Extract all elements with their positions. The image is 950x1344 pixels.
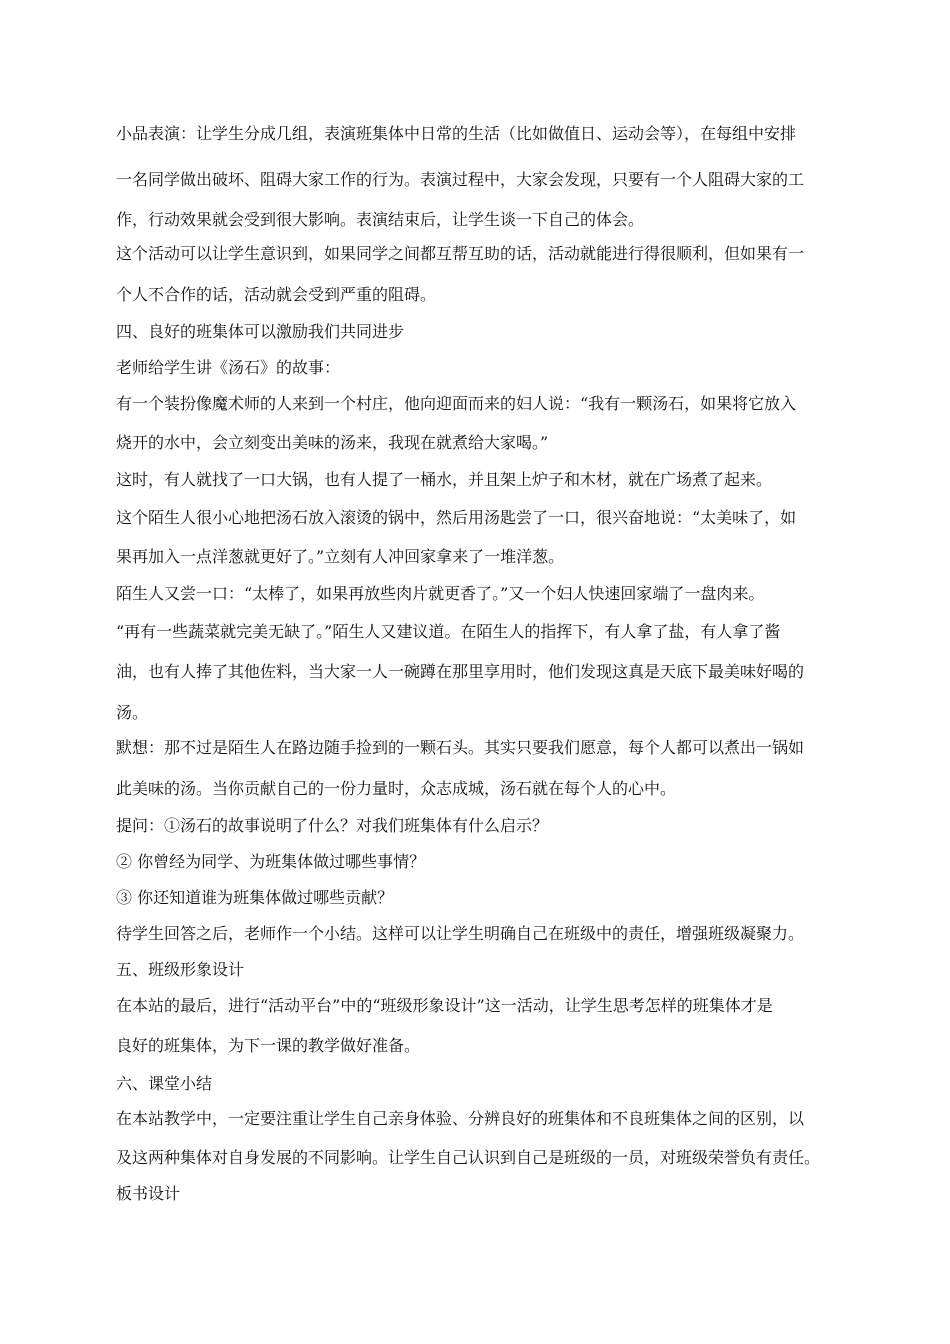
- section-heading: 板书设计: [116, 1184, 181, 1203]
- paragraph-line: ② 你曾经为同学、为班集体做过哪些事情？: [116, 852, 426, 871]
- paragraph-line: 一名同学做出破坏、阻碍大家工作的行为。表演过程中，大家会发现，只要有一个人阻碍大家的工: [116, 170, 805, 189]
- paragraph-line: 作，行动效果就会受到很大影响。表演结束后，让学生谈一下自己的体会。: [116, 210, 645, 229]
- section-heading: 四、良好的班集体可以激励我们共同进步: [116, 322, 405, 341]
- paragraph-line: 待学生回答之后，老师作一个小结。这样可以让学生明确自己在班级中的责任，增强班级凝聚力。: [116, 924, 805, 943]
- paragraph-line: 提问：①汤石的故事说明了什么？对我们班集体有什么启示？: [116, 816, 549, 835]
- paragraph-line: 这个陌生人很小心地把汤石放入滚烫的锅中，然后用汤匙尝了一口，很兴奋地说：“太美味了，如: [116, 508, 797, 527]
- paragraph-line: 这时，有人就找了一口大锅，也有人提了一桶水，并且架上炉子和木材，就在广场煮了起来。: [116, 470, 773, 489]
- section-heading: 五、班级形象设计: [116, 960, 245, 979]
- paragraph-line: 及这两种集体对自身发展的不同影响。让学生自己认识到自己是班级的一员，对班级荣誉负有责任。: [116, 1148, 821, 1167]
- paragraph-line: “再有一些蔬菜就完美无缺了。”陌生人又建议道。在陌生人的指挥下，有人拿了盐，有人拿了酱: [116, 622, 781, 641]
- paragraph-line: 在本站教学中，一定要注重让学生自己亲身体验、分辨良好的班集体和不良班集体之间的区别，以: [116, 1109, 805, 1128]
- paragraph-line: 默想：那不过是陌生人在路边随手捡到的一颗石头。其实只要我们愿意，每个人都可以煮出一锅如: [116, 738, 805, 757]
- paragraph-line: 汤。: [116, 703, 149, 722]
- paragraph-line: 有一个装扮像魔术师的人来到一个村庄，他向迎面而来的妇人说：“我有一颗汤石，如果将它放入: [116, 394, 797, 413]
- paragraph-line: 在本站的最后，进行“活动平台”中的“班级形象设计”这一活动，让学生思考怎样的班集体才是: [116, 996, 773, 1015]
- paragraph-line: 良好的班集体，为下一课的教学做好准备。: [116, 1036, 421, 1055]
- paragraph-line: 个人不合作的话，活动就会受到严重的阻碍。: [116, 285, 437, 304]
- paragraph-line: 这个活动可以让学生意识到，如果同学之间都互帮互助的话，活动就能进行得很顺利，但如果有一: [116, 244, 805, 263]
- paragraph-line: 油，也有人捧了其他佐料，当大家一人一碗蹲在那里享用时，他们发现这真是天底下最美味好喝的: [116, 662, 805, 681]
- paragraph-line: 此美味的汤。当你贡献自己的一份力量时，众志成城，汤石就在每个人的心中。: [116, 779, 677, 798]
- paragraph-line: 烧开的水中，会立刻变出美味的汤来，我现在就煮给大家喝。”: [116, 433, 549, 452]
- paragraph-line: 小品表演：让学生分成几组，表演班集体中日常的生活（比如做值日、运动会等），在每组中安排: [116, 124, 797, 143]
- section-heading: 六、课堂小结: [116, 1074, 213, 1093]
- paragraph-line: ③ 你还知道谁为班集体做过哪些贡献？: [116, 888, 394, 907]
- paragraph-line: 陌生人又尝一口：“太棒了，如果再放些肉片就更香了。”又一个妇人快速回家端了一盘肉来。: [116, 584, 765, 603]
- paragraph-line: 果再加入一点洋葱就更好了。”立刻有人冲回家拿来了一堆洋葱。: [116, 547, 565, 566]
- paragraph-line: 老师给学生讲《汤石》的故事：: [116, 358, 341, 377]
